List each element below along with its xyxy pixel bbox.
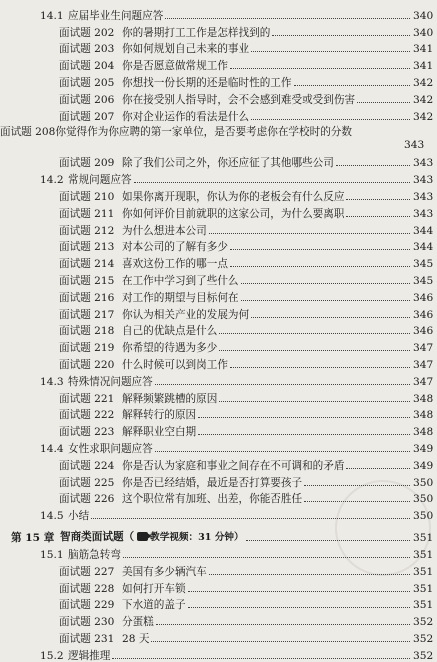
toc-question-entry	[0, 578, 437, 595]
entry-title	[122, 241, 228, 253]
entry-title	[122, 583, 186, 595]
entry-number: 面试题 224	[59, 459, 115, 472]
dot-leader	[251, 119, 410, 120]
toc-question-entry	[0, 153, 437, 170]
entry-title-text: 这个职位常有加班、出差，你能否胜任	[122, 493, 303, 506]
page-number: 343	[413, 190, 434, 203]
dot-leader	[304, 485, 410, 486]
dot-leader	[134, 182, 410, 183]
dot-leader	[304, 501, 410, 502]
page-number: 341	[413, 60, 434, 73]
entry-number: 面试题 218	[59, 325, 115, 338]
dot-leader	[198, 417, 410, 418]
dot-leader	[155, 451, 410, 452]
entry-title	[122, 43, 249, 55]
entry-title-text: 你想找一份长期的还是临时性的工作	[122, 76, 292, 89]
toc-section-entry	[0, 505, 437, 522]
toc-question-entry	[0, 304, 437, 321]
entry-title	[122, 225, 207, 237]
entry-title-text: 美国有多少辆汽车	[122, 565, 207, 578]
entry-title	[122, 460, 344, 472]
entry-title-text: 自己的优缺点是什么	[122, 325, 218, 338]
toc-question-entry	[0, 72, 437, 89]
page-number: 345	[413, 258, 434, 271]
entry-title	[122, 477, 302, 489]
entry-title-text: 你是否愿意做常规工作	[122, 60, 228, 73]
toc-question-entry	[0, 123, 437, 153]
page-number: 340	[413, 9, 434, 22]
toc-question-entry	[0, 561, 437, 578]
dot-leader	[209, 233, 410, 234]
toc-question-entry	[0, 203, 437, 220]
entry-number: 面试题 210	[59, 190, 115, 203]
dot-leader	[346, 199, 410, 200]
entry-title	[122, 566, 207, 578]
page-number: 343	[404, 138, 425, 151]
entry-title	[122, 258, 228, 270]
page-number: 350	[413, 493, 434, 506]
entry-title	[122, 409, 196, 421]
entry-title-text: 你觉得作为你应聘的第一家单位，是否要考虑你在学校时的分数	[55, 125, 352, 138]
dot-leader	[246, 540, 410, 541]
entry-title-text: 在工作中学习到了些什么	[122, 274, 239, 287]
page-number: 346	[413, 308, 434, 321]
entry-title-text: 解释职业空白期	[122, 426, 197, 439]
entry-number: 面试题 221	[59, 392, 115, 405]
entry-number: 面试题 207	[59, 110, 115, 123]
entry-title	[122, 208, 344, 220]
toc-section-entry	[0, 5, 437, 22]
dot-leader	[241, 283, 410, 284]
video-duration-note: 教学视频：31 分钟）	[150, 532, 244, 544]
entry-title	[122, 60, 228, 72]
entry-number: 14.1	[40, 9, 64, 22]
entry-title	[68, 650, 110, 662]
toc-question-entry	[0, 455, 437, 472]
entry-number: 面试题 216	[59, 291, 115, 304]
dot-leader	[112, 658, 410, 659]
entry-title	[122, 309, 249, 321]
entry-title-text: 下水道的盖子	[122, 599, 186, 612]
dot-leader	[219, 350, 410, 351]
page-number: 351	[413, 582, 434, 595]
page-number: 343	[413, 157, 434, 170]
page-number: 347	[413, 358, 434, 371]
entry-number: 面试题 229	[59, 599, 115, 612]
page-number: 348	[413, 409, 434, 422]
toc-question-entry	[0, 489, 437, 506]
entry-title-text: 小结	[68, 510, 90, 523]
page-number: 342	[413, 110, 434, 123]
dot-leader	[91, 518, 410, 519]
entry-title	[122, 77, 292, 89]
toc-question-entry	[0, 628, 437, 645]
toc-section-entry	[0, 645, 437, 662]
entry-number: 面试题 208	[0, 125, 56, 138]
dot-leader	[188, 607, 410, 608]
dot-leader	[123, 557, 410, 558]
dot-leader	[198, 434, 410, 435]
dot-leader	[251, 317, 410, 318]
toc-question-entry	[0, 354, 437, 371]
entry-title	[122, 393, 217, 405]
entry-number: 面试题 220	[59, 358, 115, 371]
entry-title	[122, 342, 217, 354]
entry-title-text: 应届毕业生问题应答	[68, 9, 164, 22]
entry-title-text: 你认为相关产业的发展为何	[122, 308, 250, 321]
entry-title-text: 为什么想进本公司	[122, 224, 207, 237]
page-number: 344	[413, 241, 434, 254]
page-number: 342	[413, 93, 434, 106]
entry-title	[68, 549, 121, 561]
toc-question-entry	[0, 611, 437, 628]
page-number: 349	[413, 442, 434, 455]
entry-title	[122, 616, 154, 628]
page-number: 350	[413, 476, 434, 489]
entry-title-text: 除了我们公司之外，你还应征了其他哪些公司	[122, 157, 334, 170]
dot-leader	[294, 85, 411, 86]
toc-question-entry	[0, 220, 437, 237]
dot-leader	[219, 333, 410, 334]
entry-title-text: 分蛋糕	[122, 616, 154, 629]
toc-question-entry	[0, 39, 437, 56]
page-number: 351	[413, 599, 434, 612]
toc-question-entry	[0, 405, 437, 422]
dot-leader	[272, 35, 410, 36]
page-number: 352	[413, 616, 434, 629]
entry-title	[68, 10, 163, 22]
toc-question-entry	[0, 388, 437, 405]
page-number: 350	[413, 510, 434, 523]
entry-title-text: 如果你离开现职，你认为你的老板会有什么反应	[122, 190, 345, 203]
entry-title	[122, 493, 302, 505]
entry-title-text: 你的暑期打工工作是怎样找到的	[122, 26, 271, 39]
entry-number: 14.4	[40, 442, 64, 455]
toc-question-entry	[0, 595, 437, 612]
entry-title-text: 常规问题应答	[68, 174, 132, 187]
entry-number: 14.5	[40, 510, 64, 523]
toc-question-entry	[0, 253, 437, 270]
entry-title-text: 对工作的期望与目标何在	[122, 291, 239, 304]
entry-number: 14.2	[40, 174, 64, 187]
entry-title-text: 你对企业运作的看法是什么	[122, 110, 250, 123]
dot-leader	[219, 401, 410, 402]
entry-number: 面试题 231	[59, 632, 115, 645]
toc-question-entry	[0, 89, 437, 106]
entry-title	[60, 531, 244, 544]
entry-title	[68, 443, 153, 455]
entry-number: 面试题 227	[59, 565, 115, 578]
dot-leader	[241, 300, 410, 301]
entry-title	[55, 123, 375, 140]
entry-title	[122, 191, 344, 203]
toc-question-entry	[0, 421, 437, 438]
entry-number: 面试题 206	[59, 93, 115, 106]
entry-number: 面试题 213	[59, 241, 115, 254]
page-number: 352	[413, 649, 434, 662]
toc-question-entry	[0, 337, 437, 354]
entry-title	[122, 27, 270, 39]
dot-leader	[151, 641, 410, 642]
dot-leader	[165, 18, 410, 19]
entry-title-text: 你希望的待遇为多少	[122, 342, 218, 355]
entry-number: 面试题 211	[59, 207, 115, 220]
toc-chapter-entry	[0, 522, 437, 544]
entry-number: 面试题 219	[59, 342, 115, 355]
entry-title	[122, 633, 149, 645]
entry-number: 面试题 204	[59, 60, 115, 73]
entry-title-text: 喜欢这份工作的哪一点	[122, 258, 228, 271]
entry-number: 面试题 225	[59, 476, 115, 489]
entry-title-text: 如何打开车锁	[122, 582, 186, 595]
page-number: 340	[413, 26, 434, 39]
entry-number: 面试题 212	[59, 224, 115, 237]
page-number: 352	[413, 632, 434, 645]
entry-title-text: 你是否认为家庭和事业之间存在不可调和的矛盾	[122, 459, 345, 472]
toc-section-entry	[0, 371, 437, 388]
entry-number: 面试题 205	[59, 76, 115, 89]
toc-question-entry	[0, 186, 437, 203]
entry-number: 面试题 215	[59, 274, 115, 287]
page-number: 343	[413, 207, 434, 220]
dot-leader	[346, 216, 410, 217]
entry-title	[68, 510, 89, 522]
toc-section-entry	[0, 544, 437, 561]
dot-leader	[155, 384, 410, 385]
entry-title	[68, 174, 132, 186]
page-number: 342	[413, 76, 434, 89]
dot-leader	[230, 266, 410, 267]
entry-title	[122, 359, 228, 371]
entry-number: 第 15 章	[11, 532, 55, 545]
page-number: 351	[413, 548, 434, 561]
table-of-contents	[0, 5, 437, 662]
entry-title	[122, 325, 217, 337]
dot-leader	[230, 68, 410, 69]
entry-number: 面试题 223	[59, 426, 115, 439]
toc-question-entry	[0, 472, 437, 489]
entry-number: 面试题 214	[59, 258, 115, 271]
entry-number: 面试题 226	[59, 493, 115, 506]
entry-title	[122, 275, 239, 287]
entry-number: 14.3	[40, 375, 64, 388]
dot-leader	[357, 102, 410, 103]
toc-question-entry	[0, 237, 437, 254]
entry-number: 面试题 203	[59, 43, 115, 56]
entry-title-text: 解释转行的原因	[122, 409, 197, 422]
page-number: 348	[413, 392, 434, 405]
entry-number: 15.1	[40, 548, 64, 561]
entry-title-text: 你是否已经结婚，最近是否打算要孩子	[122, 476, 303, 489]
entry-title-text: 你如何评价目前就职的这家公司，为什么要离职	[122, 207, 345, 220]
dot-leader	[209, 574, 410, 575]
entry-number: 面试题 222	[59, 409, 115, 422]
dot-leader	[230, 249, 410, 250]
entry-title-text: 智商类面试题（	[60, 531, 135, 544]
entry-title-text: 你如何规划自己未来的事业	[122, 43, 250, 56]
entry-title-text: 脑筋急转弯	[68, 548, 121, 561]
page-number: 347	[413, 342, 434, 355]
entry-title	[68, 376, 153, 388]
dot-leader	[251, 51, 410, 52]
entry-title	[122, 426, 196, 438]
entry-title-text: 你在接受别人指导时，会不会感到难受或受到伤害	[122, 93, 356, 106]
page-number: 346	[413, 291, 434, 304]
page-number: 344	[413, 224, 434, 237]
entry-title	[122, 292, 239, 304]
page-number: 351	[413, 565, 434, 578]
entry-number: 面试题 228	[59, 582, 115, 595]
entry-title-text: 什么时候可以到岗工作	[122, 358, 228, 371]
page-number: 346	[413, 325, 434, 338]
toc-question-entry	[0, 22, 437, 39]
dot-leader	[188, 591, 410, 592]
toc-question-entry	[0, 321, 437, 338]
toc-question-entry	[0, 106, 437, 123]
entry-title-text: 对本公司的了解有多少	[122, 241, 228, 254]
page-number: 341	[413, 43, 434, 56]
dot-leader	[346, 468, 410, 469]
entry-title-text: 女性求职问题应答	[68, 442, 153, 455]
entry-title-text: 特殊情况问题应答	[68, 375, 153, 388]
toc-section-entry	[0, 438, 437, 455]
entry-number: 面试题 230	[59, 616, 115, 629]
entry-number: 15.2	[40, 649, 64, 662]
entry-number: 面试题 202	[59, 26, 115, 39]
page-number: 343	[413, 174, 434, 187]
video-camera-icon	[137, 532, 148, 541]
page-number: 347	[413, 375, 434, 388]
page-number: 348	[413, 426, 434, 439]
toc-section-entry	[0, 169, 437, 186]
entry-title	[122, 111, 249, 123]
dot-leader	[336, 165, 410, 166]
entry-title	[122, 94, 355, 106]
entry-title-text: 逻辑推理	[68, 649, 111, 662]
entry-number: 面试题 209	[59, 157, 115, 170]
toc-question-entry	[0, 270, 437, 287]
toc-question-entry	[0, 287, 437, 304]
toc-question-entry	[0, 55, 437, 72]
page-number: 349	[413, 459, 434, 472]
page-number: 345	[413, 274, 434, 287]
entry-title-text: 28 天	[122, 632, 150, 645]
entry-title	[122, 599, 186, 611]
entry-title	[122, 157, 334, 169]
entry-number: 面试题 217	[59, 308, 115, 321]
page-number: 351	[413, 532, 434, 545]
dot-leader	[156, 624, 410, 625]
dot-leader	[230, 367, 410, 368]
entry-title-text: 解释频繁跳槽的原因	[122, 392, 218, 405]
